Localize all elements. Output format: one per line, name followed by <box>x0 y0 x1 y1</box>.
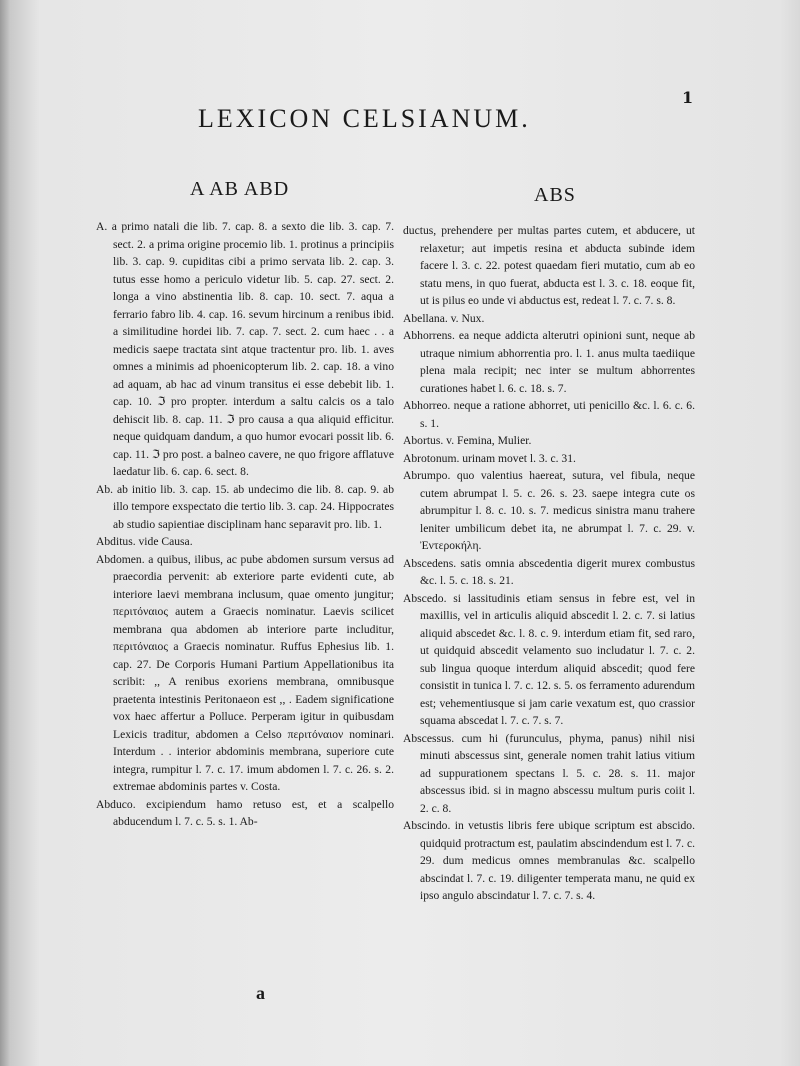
lexicon-entry-abscindo: Abscindo. in vetustis libris fere ubique scriptum est abscido. quidquid protractum est, paulatim abscindendum est l. 7. c. 29. dum medicus omnes membranulas &c. scalpello abscindat l. 7. c. 19. diligenter temperata manu, ne quid ex ipso angulo abscindatur l. 7. c. 7. s. 4. <box>403 819 695 902</box>
lexicon-entry-abscessus: Abscessus. cum hi (furunculus, phyma, panus) nihil nisi minuti abscessus sint, generale nomen trahit latius vitium ad suppurationem spectans l. 5. c. 28. s. 11. major abscessus ibid. si in magno abscessu multum puris coiit l. 2. c. 8. <box>403 731 695 815</box>
lexicon-entry-abscedens: Abscedens. satis omnia abscedentia digerit murex combustus &c. l. 5. c. 18. s. 21. <box>403 556 695 587</box>
lexicon-entry-abortus: Abortus. v. Femina, Mulier. <box>403 434 532 447</box>
lexicon-entry-abductus-continued: ductus, prehendere per multas partes cutem, et abducere, ut relaxetur; aut impetis resina et abducta subinde idem facere l. 3. c. 22. potest quaedam fieri mutatio, cum ab eo statu mens, in quo fuerat, abducta est l. 3. c. 18. eoque fit, ut is pilus eo unde vi abductus est, redeat l. 7. c. 7. s. 8. <box>403 224 695 307</box>
lexicon-entry-abellana: Abellana. v. Nux. <box>403 311 485 325</box>
lexicon-entry-abscedo: Abscedo. si lassitudinis etiam sensus in febre est, vel in maxillis, vel in articulis aliquid abscedit l. 2. c. 7. si latius aliquid abscedet &c. l. 8. c. 9. interdum etiam fit, sed raro, ut quidquid abscedit velamento suo includatur l. 7. c. 2. sub lingua quoque interdum aliquid abscedit; quod fere consistit in tunica l. 7. c. 12. s. 5. os ferramento adurendum est; vehementiusque si jam carie vexatum est, quo crassior squama abscedat l. 7. c. 7. s. 7. <box>403 591 695 727</box>
lexicon-entry-abdomen: Abdomen. a quibus, ilibus, ac pube abdomen sursum versus ad praecordia pervenit: ab exteriore parte evidenti cute, ab interiore laevi membrana inclusum, quae omento jungitur; περιτόναιος autem a Graecis nominatur. Laevis scilicet membrana qua abdomen ab interiore parte includitur, περιτόναιος a Graecis nominatur. Ruffus Ephesius lib. 1. cap. 27. De Corporis Humani Partium Appellationibus ita scribit: ,, A renibus exoriens membrana, omnibusque praetenta intestinis Peritonaeon est ,, . Eadem significatione vox haec affertur a Polluce. Perperam igitur in quibusdam Lexicis traditur, abdomen a Celso περιτόναιον nominari. Interdum . . interior abdominis membrana, superiore cute integra, rumpitur l. 7. c. 17. imum abdomen l. 7. c. 26. s. 2. extremae abdominis partes v. Costa. <box>96 552 394 793</box>
lexicon-entry-ab: Ab. ab initio lib. 3. cap. 15. ab undecimo die lib. 8. cap. 9. ab illo tempore exspectato die tertio lib. 3. cap. 24. Hippocrates ab studio sapientiae disciplinam hanc separavit pro. lib. 1. <box>96 482 394 531</box>
lexicon-entry-abditus: Abditus. vide Causa. <box>96 535 193 548</box>
running-title: LEXICON CELSIANUM. <box>198 104 531 133</box>
right-column-heading: ABS <box>534 184 576 206</box>
lexicon-entry-abhorreo: Abhorreo. neque a ratione abhorret, uti penicillo &c. l. 6. c. 6. s. 1. <box>403 399 695 430</box>
lexicon-entry-abduco: Abduco. excipiendum hamo retuso est, et a scalpello abducendum l. 7. c. 5. s. 1. Ab- <box>96 797 394 828</box>
lexicon-entry-abrotonum: Abrotonum. urinam movet l. 3. c. 31. <box>403 451 576 465</box>
lexicon-entry-abhorrens: Abhorrens. ea neque addicta alterutri opinioni sunt, neque ab utraque nimium abhorrentia pro. l. 1. anus multa taediique plena mala recipit; nec inter se multum abhorrentes curationes habet l. 6. c. 18. s. 7. <box>403 329 695 395</box>
right-column <box>403 222 695 905</box>
signature-mark: a <box>256 983 265 1003</box>
lexicon-entry-abrumpo: Abrumpo. quo valentius haereat, sutura, vel fibula, neque cutem abrumpat l. 5. c. 26. s. 23. saepe integra cute os abrumpitur l. 8. c. 10. s. 7. medicus sinistra manu trahere leniter umbilicum debet ita, ne abrumpat l. 7. c. 29. v. Ἐντεροκήλη. <box>403 469 695 552</box>
lexicon-entry-a: A. a primo natali die lib. 7. cap. 8. a sexto die lib. 3. cap. 7. sect. 2. a prima origine procemio lib. 1. protinus a principiis lib. 3. cap. 9. cupiditas cibi a primo servata lib. 2. cap. 3. tutus esse homo a periculo videtur lib. 5. cap. 27. sect. 2. longa a vino abstinentia lib. 8. cap. 10. sect. 7. aqua a ferrario fabro lib. 4. cap. 16. sevum hircinum a renibus ibid. a similitudine hordei lib. 7. cap. 7. sect. 2. cum haec . . a medicis saepe tractata sint atque tractentur pro. lib. 1. aves omnes a minimis ad phoenicopterum lib. 2. cap. 18. a vino ad aquam, ab hac ad vinum transitus ei esse debebit lib. 1. cap. 10. ℑ pro propter. interdum a saltu calcis os a talo dehiscit lib. 8. cap. 11. ℑ pro causa a qua aliquid efficitur. neque quidquam dandum, a quo humor evocari possit lib. 6. cap. 11. ℑ pro post. a balneo cavere, ne quo frigore afflatuve laedatur lib. 6. cap. 6. sect. 8. <box>96 220 394 478</box>
left-column-heading: A AB ABD <box>190 178 290 200</box>
left-column <box>96 218 394 831</box>
page-number: 1 <box>682 88 694 107</box>
